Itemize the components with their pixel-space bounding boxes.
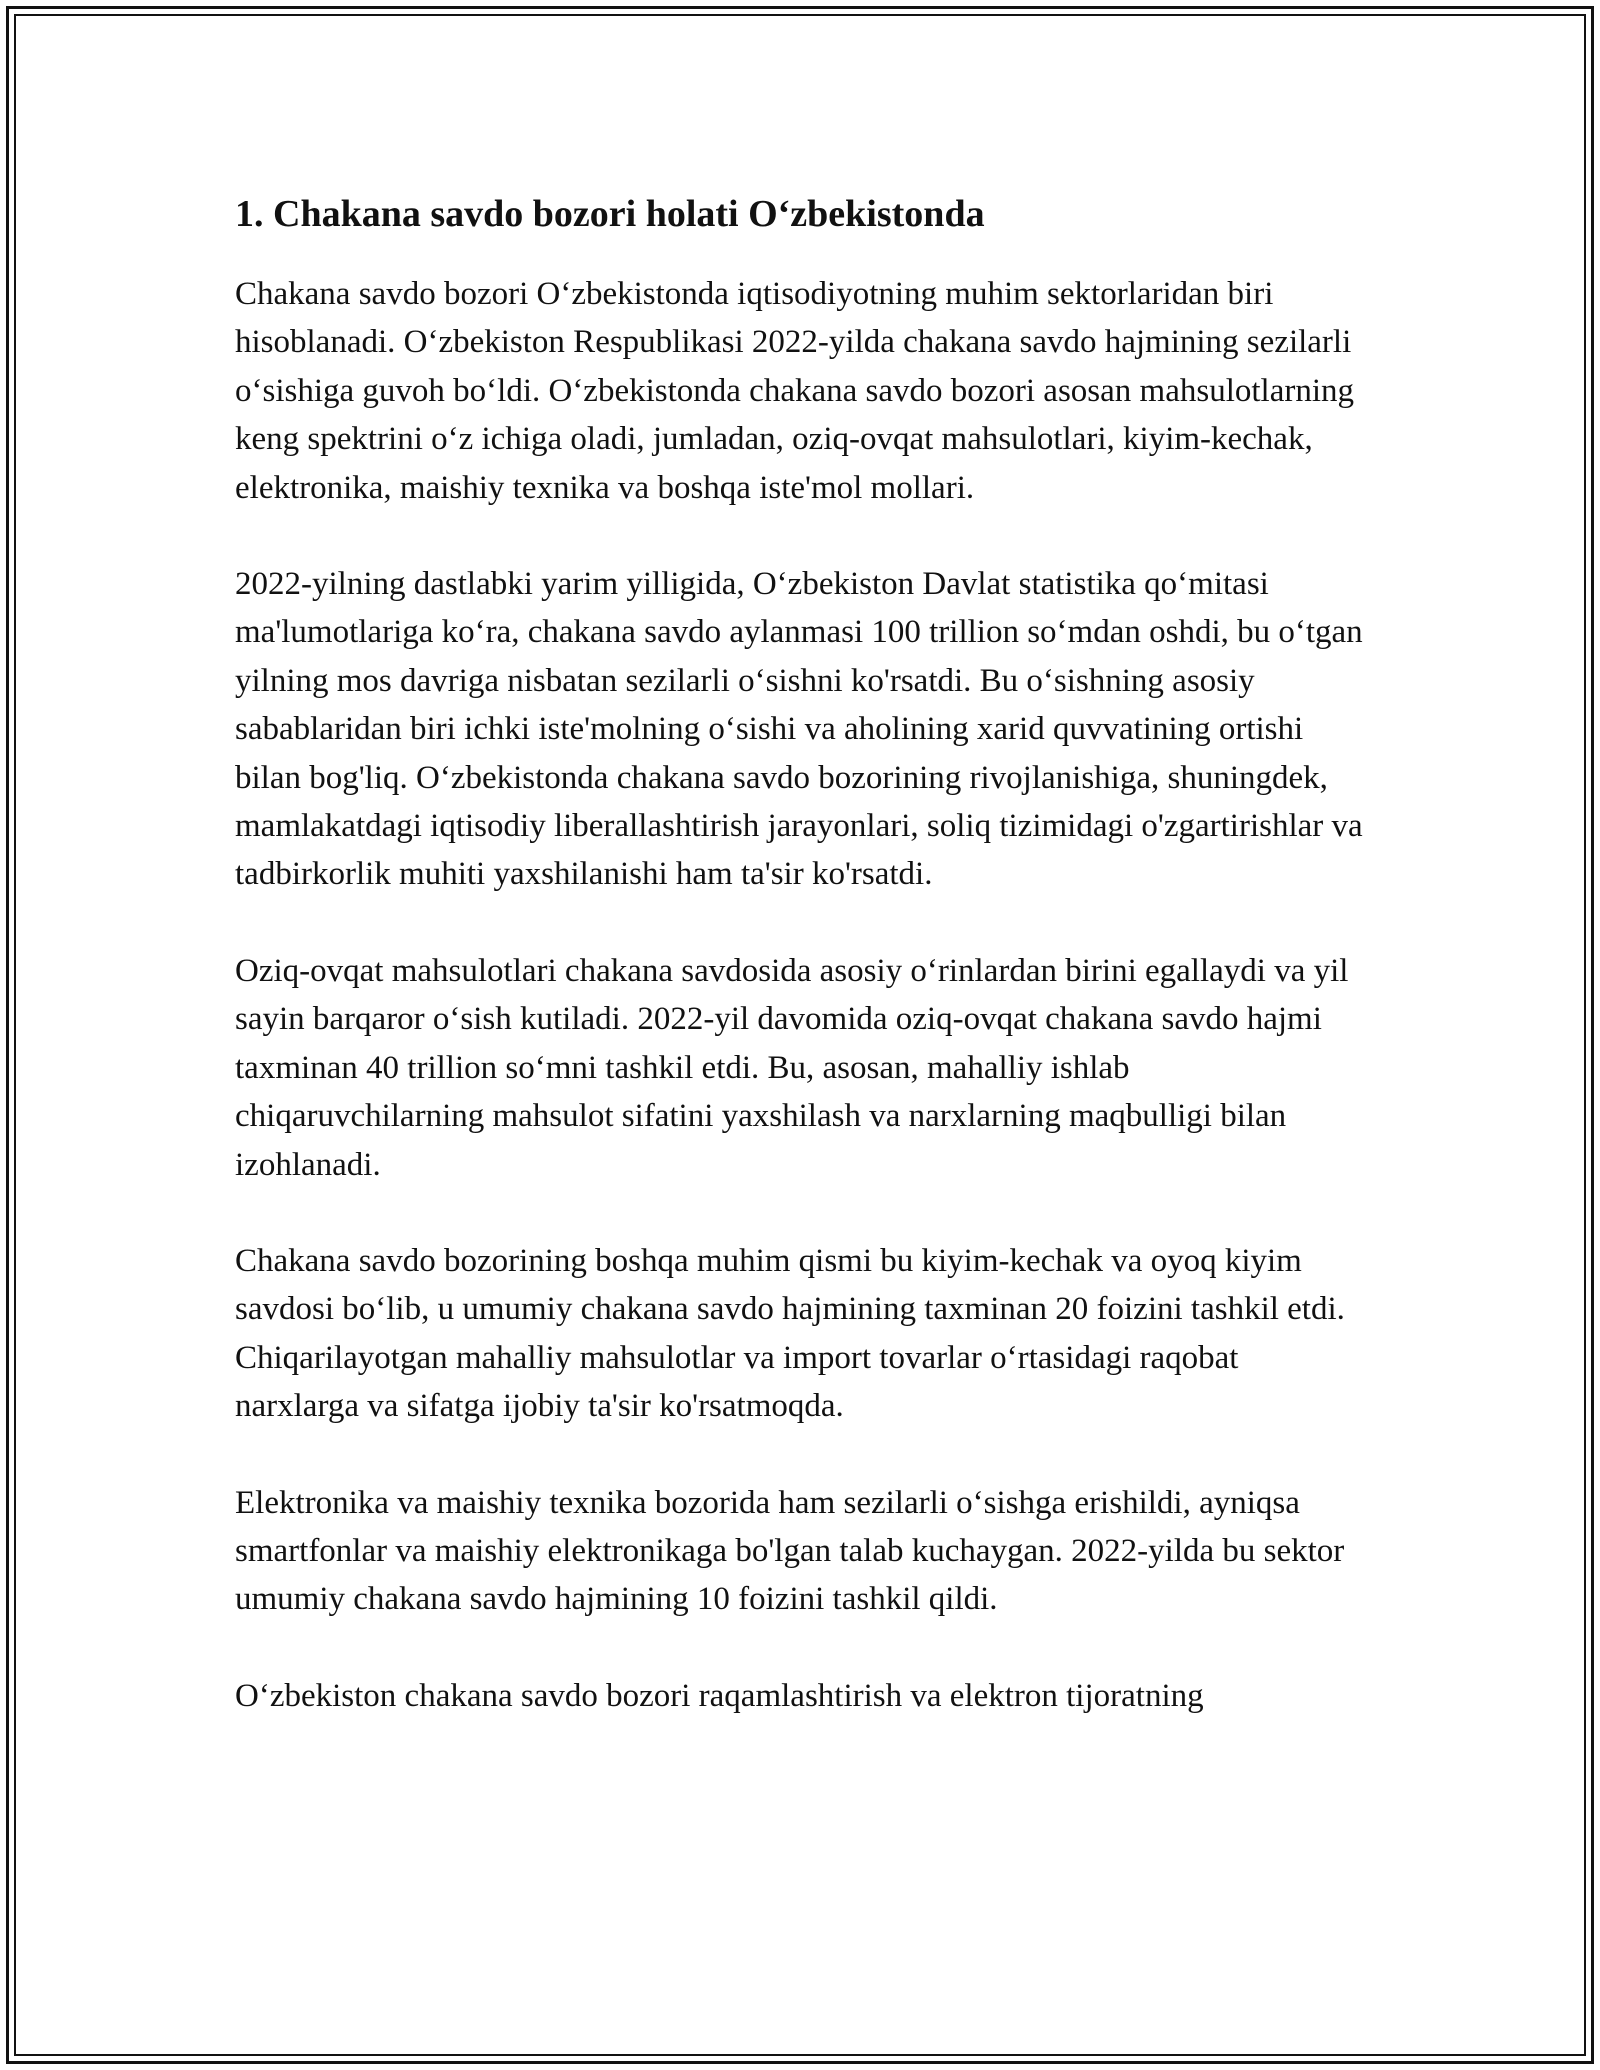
document-body	[235, 186, 1365, 1768]
paragraph-3: Oziq-ovqat mahsulotlari chakana savdosida asosiy o‘rinlardan birini egallaydi va yil sayin barqaror o‘sish kutiladi. 2022-yil davomida oziq-ovqat chakana savdo hajmi taxminan 40 trillion so‘mni tashkil etdi. Bu, asosan, mahalliy ishlab chiqaruvchilarning mahsulot sifatini yaxshilash va narxlarning maqbulligi bilan izohlanadi.	[235, 952, 1349, 1183]
paragraph-2: 2022-yilning dastlabki yarim yilligida, O‘zbekiston Davlat statistika qo‘mitasi ma'lumotlariga ko‘ra, chakana savdo aylanmasi 100 trillion so‘mdan oshdi, bu o‘tgan yilning mos davriga nisbatan sezilarli o‘sishni ko'rsatdi. Bu o‘sishning asosiy sabablaridan biri ichki iste'molning o‘sishi va aholining xarid quvvatining ortishi bilan bog'liq. O‘zbekistonda chakana savdo bozorining rivojlanishiga, shuningdek, mamlakatdagi iqtisodiy liberallashtirish jarayonlari, soliq tizimidagi o'zgartirishlar va tadbirkorlik muhiti yaxshilanishi ham ta'sir ko'rsatdi.	[235, 566, 1363, 893]
paragraph-6: O‘zbekiston chakana savdo bozori raqamlashtirish va elektron tijoratning	[235, 1677, 1204, 1714]
section-heading: 1. Chakana savdo bozori holati O‘zbekistonda	[235, 193, 985, 235]
paragraph-4: Chakana savdo bozorining boshqa muhim qismi bu kiyim-kechak va oyoq kiyim savdosi bo‘lib, u umumiy chakana savdo hajmining taxminan 20 foizini tashkil etdi. Chiqarilayotgan mahalliy mahsulotlar va import tovarlar o‘rtasidagi raqobat narxlarga va sifatga ijobiy ta'sir ko'rsatmoqda.	[235, 1242, 1345, 1425]
paragraph-5: Elektronika va maishiy texnika bozorida ham sezilarli o‘sishga erishildi, ayniqsa smartfonlar va maishiy elektronikaga bo'lgan talab kuchaygan. 2022-yilda bu sektor umumiy chakana savdo hajmining 10 foizini tashkil qildi.	[235, 1484, 1345, 1618]
paragraph-1: Chakana savdo bozori O‘zbekistonda iqtisodiyotning muhim sektorlaridan biri hisoblanadi. O‘zbekiston Respublikasi 2022-yilda chakana savdo hajmining sezilarli o‘sishiga guvoh bo‘ldi. O‘zbekistonda chakana savdo bozori asosan mahsulotlarning keng spektrini o‘z ichiga oladi, jumladan, oziq-ovqat mahsulotlari, kiyim-kechak, elektronika, maishiy texnika va boshqa iste'mol mollari.	[235, 276, 1355, 506]
